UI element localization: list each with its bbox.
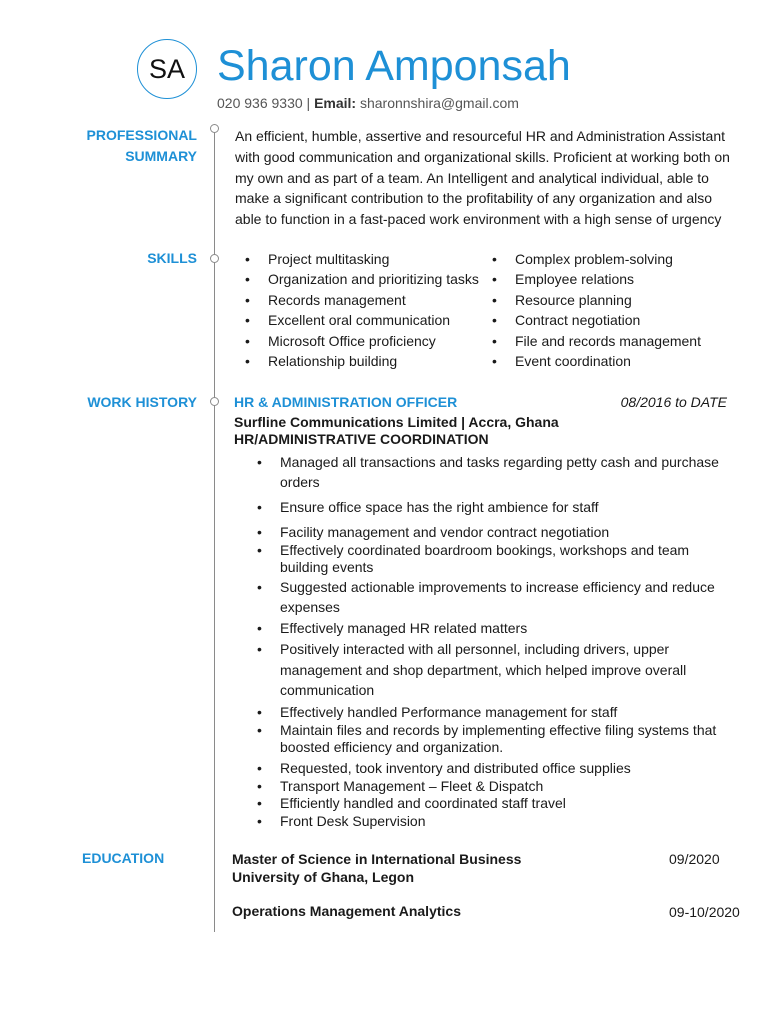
skill-item: • Microsoft Office proficiency [236, 331, 479, 351]
duty-item: • Facility management and vendor contract negotiation [234, 522, 734, 542]
email-label: Email: [314, 95, 357, 111]
duty-item: • Effectively managed HR related matters [234, 618, 734, 638]
role-line: HR/ADMINISTRATIVE COORDINATION [234, 431, 489, 447]
skill-item: • Resource planning [483, 290, 701, 310]
duty-item: • Effectively coordinated boardroom bookings, workshops and team building events [234, 542, 734, 576]
skill-item: • Records management [236, 290, 479, 310]
phone-number: 020 936 9330 [217, 95, 303, 111]
duty-item: • Front Desk Supervision [234, 812, 734, 830]
skill-item: • File and records management [483, 331, 701, 351]
education-date: 09-10/2020 [669, 904, 740, 920]
skill-item: • Contract negotiation [483, 310, 701, 330]
skill-item: • Event coordination [483, 351, 701, 371]
duty-item: • Suggested actionable improvements to increase efficiency and reduce expenses [234, 577, 734, 617]
education-school: University of Ghana, Legon [232, 869, 415, 885]
job-title: HR & ADMINISTRATION OFFICER [234, 394, 458, 410]
skill-item: • Complex problem-solving [483, 249, 701, 269]
duty-item: • Ensure office space has the right ambience for staff [234, 497, 734, 517]
duty-item: • Efficiently handled and coordinated staff travel [234, 795, 734, 812]
duties-list [234, 452, 734, 830]
section-title-summary-line1: PROFESSIONAL [86, 127, 197, 143]
skill-item: • Project multitasking [236, 249, 479, 269]
section-title-work: WORK HISTORY [87, 394, 197, 410]
contact-separator: | [302, 95, 315, 111]
section-title-summary-line2: SUMMARY [125, 148, 197, 164]
skill-item: • Employee relations [483, 269, 701, 289]
candidate-name: Sharon Amponsah [217, 42, 571, 90]
duty-item: • Requested, took inventory and distributed office supplies [234, 758, 734, 778]
duty-item: • Positively interacted with all personnel, including drivers, upper management and shop department, which helped improve overall communication [234, 639, 734, 701]
section-title-summary [37, 125, 197, 167]
job-dates: 08/2016 to DATE [620, 394, 727, 410]
section-title-education: EDUCATION [82, 850, 165, 866]
skills-list-left [236, 249, 479, 371]
skills-list-right [483, 249, 701, 371]
duty-item: • Managed all transactions and tasks regarding petty cash and purchase orders [234, 452, 734, 492]
timeline-node-skills [210, 254, 219, 263]
skill-item: • Relationship building [236, 351, 479, 371]
duty-item: • Transport Management – Fleet & Dispatch [234, 778, 734, 795]
education-date: 09/2020 [669, 851, 720, 867]
timeline-node-summary [210, 124, 219, 133]
skill-item: • Excellent oral communication [236, 310, 479, 330]
section-title-skills: SKILLS [147, 250, 197, 266]
summary-text: An efficient, humble, assertive and resourceful HR and Administration Assistant with good communication and organizational skills. Proficient at working both on my own and as part of a team. An Intelligent and analytical individual, able to make a significant contribution to the profitability of any organization and also able to function in a fast-paced work environment with a high sense of urgency [235, 128, 730, 228]
timeline-node-work [210, 397, 219, 406]
education-degree: Operations Management Analytics [232, 903, 461, 919]
monogram-avatar: SA [137, 39, 197, 99]
duty-item: • Maintain files and records by implementing effective filing systems that boosted efficiency and organization. [234, 722, 734, 756]
skill-item: • Organization and prioritizing tasks [236, 269, 479, 289]
contact-line [217, 94, 519, 112]
education-degree: Master of Science in International Business [232, 851, 522, 867]
email-address: sharonnshira@gmail.com [356, 95, 519, 111]
timeline-line [214, 128, 215, 932]
duty-item: • Effectively handled Performance management for staff [234, 702, 734, 722]
company-line: Surfline Communications Limited | Accra, Ghana [234, 414, 559, 430]
